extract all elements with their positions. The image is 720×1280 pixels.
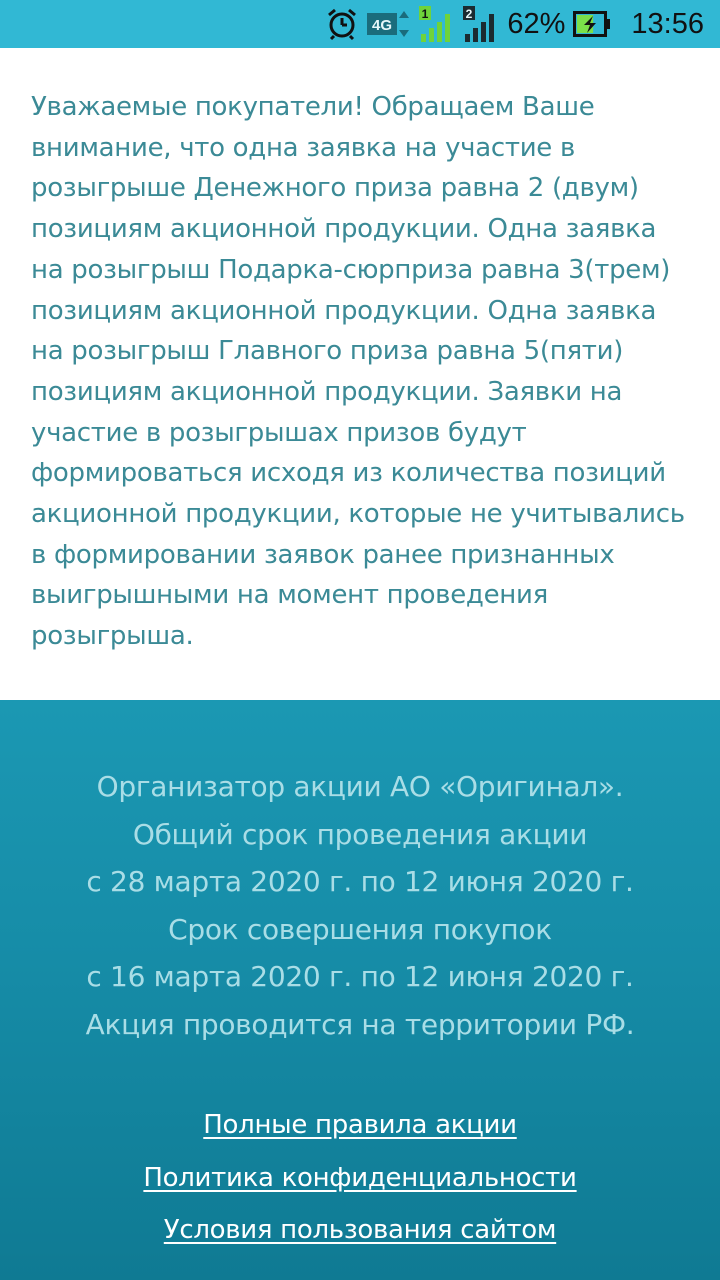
status-bar (0, 0, 720, 48)
sim2-label: 2 (466, 7, 473, 21)
purchase-period-label: Срок совершения покупок (168, 912, 552, 946)
sim1-label: 1 (422, 7, 429, 21)
battery-percent: 62% (507, 8, 566, 40)
network-label: 4G (372, 17, 393, 34)
status-icons (325, 0, 704, 48)
notice-text: Уважаемые покупатели! Обращаем Ваше внимание, что одна заявка на участие в розыгрыше Денежного приза равна 2 (двум) позициям акционной продукции. Одна заявка на розыгрыш Подарка-сюрприза равна 3(трем) позициям акционной продукции. Одна заявка на розыгрыш Главного приза равна 5(пяти) позициям акционной продукции. Заявки на участие в розыгрышах призов будут формироваться исходя из количества позиций акционной продукции, которые не учитывались в формировании заявок ранее признанных выигрышными на момент проведения розыгрыша. (31, 92, 685, 652)
battery-charging-icon (573, 9, 611, 39)
purchase-period-dates: с 16 марта 2020 г. по 12 июня 2020 г. (86, 960, 634, 993)
rules-link[interactable]: Полные правила акции (203, 1110, 517, 1140)
terms-of-use-link[interactable]: Условия пользования сайтом (163, 1215, 557, 1245)
territory-line: Акция проводится на территории РФ. (85, 1007, 635, 1041)
4g-network-icon (367, 7, 411, 41)
organizer-line: Организатор акции АО «Оригинал». (96, 770, 624, 803)
alarm-clock-icon (325, 7, 359, 41)
clock-time: 13:56 (631, 8, 704, 40)
promo-period-dates: с 28 марта 2020 г. по 12 июня 2020 г. (86, 865, 634, 898)
promo-period-label: Общий срок проведения акции (132, 817, 588, 851)
privacy-policy-link[interactable]: Политика конфиденциальности (143, 1162, 577, 1193)
footer-links (0, 1099, 720, 1257)
footer (0, 700, 720, 1280)
sim-1-signal-icon (419, 4, 455, 44)
notice-section (0, 48, 720, 700)
promo-info (0, 763, 720, 1048)
sim-2-signal-icon (463, 4, 499, 44)
